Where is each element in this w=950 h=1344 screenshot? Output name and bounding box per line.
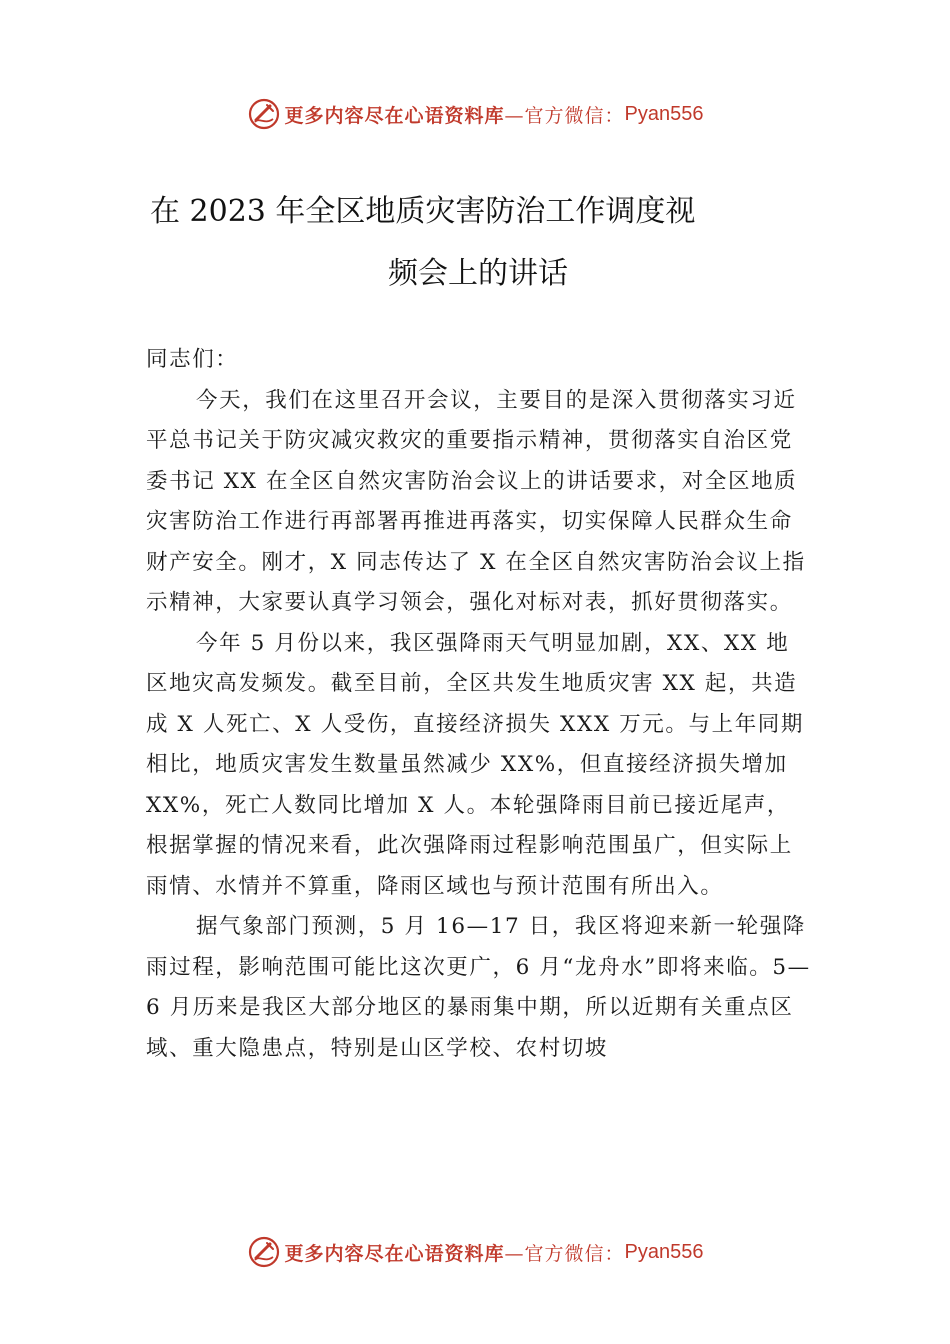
banner-main-text: 更多内容尽在心语资料库 — [284, 104, 505, 127]
banner-main-text: 更多内容尽在心语资料库 — [284, 1242, 505, 1265]
greeting: 同志们： — [146, 347, 239, 372]
paragraph-3: 据气象部门预测，5 月 16—17 日，我区将迎来新一轮强降雨过程，影响范围可能比这次更广，6 月“龙舟水”即将来临。5—6 月历来是我区大部分地区的暴雨集中期，所以近期有关重点区域、重大隐患点，特别是山区学校、农村切坡 — [146, 914, 811, 1061]
pen-book-logo-icon — [247, 1235, 281, 1269]
banner-separator-text: —官方微信： — [504, 104, 625, 127]
document-title-line-2: 频会上的讲话 — [388, 256, 568, 291]
footer-banner — [0, 1232, 950, 1272]
banner-wechat-id: Pyan556 — [624, 102, 704, 125]
paragraph-1: 今天，我们在这里召开会议，主要目的是深入贯彻落实习近平总书记关于防灾减灾救灾的重要指示精神，贯彻落实自治区党委书记 XX 在全区自然灾害防治会议上的讲话要求，对全区地质灾害防治工作进行再部署再推进再落实，切实保障人民群众生命财产安全。刚才，X 同志传达了 X 在全区自然灾害防治会议上指示精神，大家要认真学习领会，强化对标对表，抓好贯彻落实。 — [146, 387, 806, 615]
banner-separator-text: —官方微信： — [504, 1242, 625, 1265]
banner-wechat-id: Pyan556 — [624, 1240, 704, 1263]
pen-book-logo-icon — [247, 97, 281, 131]
paragraph-2: 今年 5 月份以来，我区强降雨天气明显加剧，XX、XX 地区地灾高发频发。截至目前，全区共发生地质灾害 XX 起，共造成 X 人死亡、X 人受伤，直接经济损失 XXX 万元。与上年同期相比，地质灾害发生数量虽然减少 XX%，但直接经济损失增加 XX%，死亡人数同比增加 X 人。本轮强降雨目前已接近尾声，根据掌握的情况来看，此次强降雨过程影响范围虽广，但实际上雨情、水情并不算重，降雨区域也与预计范围有所出入。 — [146, 630, 805, 899]
document-title-line-1: 在 2023 年全区地质灾害防治工作调度视 — [150, 194, 696, 229]
header-banner — [0, 94, 950, 134]
document-body — [146, 340, 811, 1069]
